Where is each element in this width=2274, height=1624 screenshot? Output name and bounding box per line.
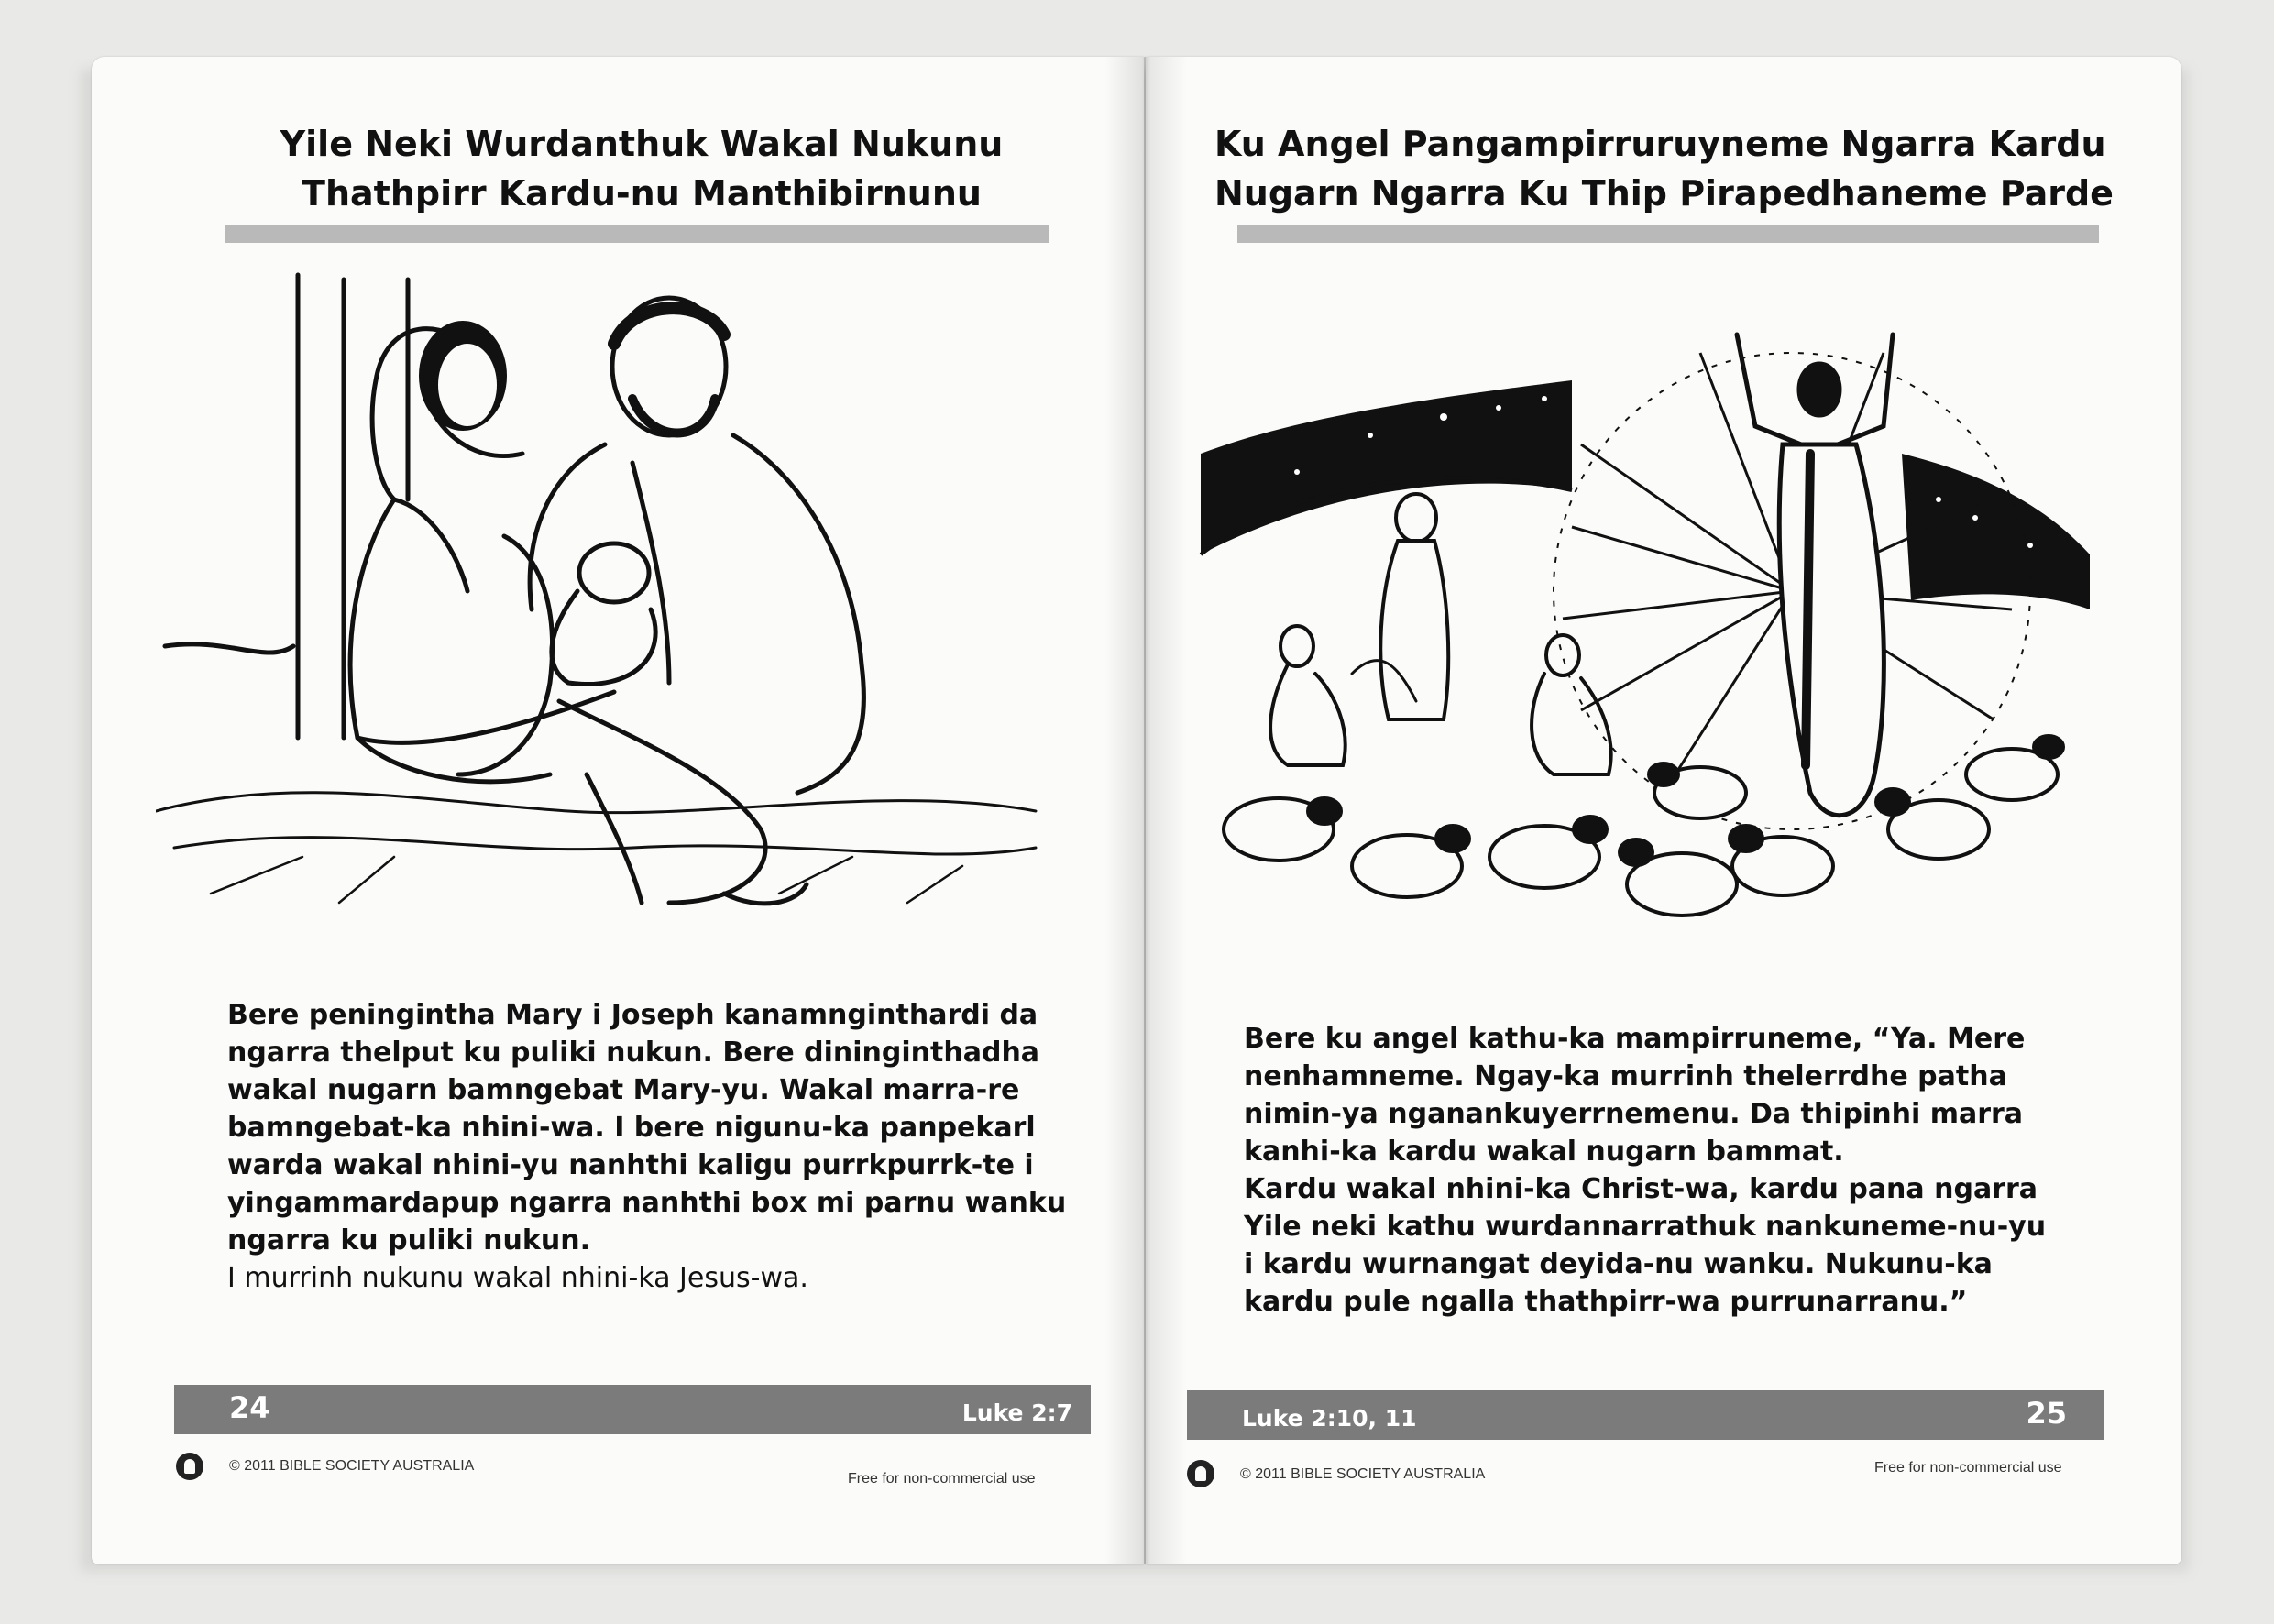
left-scripture-reference: Luke 2:7	[961, 1399, 1072, 1426]
left-copyright: © 2011 BIBLE SOCIETY AUSTRALIA	[229, 1458, 475, 1474]
bible-society-logo-icon-right	[1187, 1460, 1214, 1487]
right-body-text	[1244, 1020, 2046, 1321]
right-title-rule	[1237, 225, 2099, 243]
left-body-line-2: ngarra thelput ku puliki nukun. Bere dininginthadha	[227, 1037, 1040, 1069]
left-title-rule	[225, 225, 1049, 243]
left-page-title	[238, 119, 1045, 218]
right-page-title	[1214, 119, 2114, 218]
right-title-line-2: Nugarn Ngarra Ku Thip Pirapedhaneme Parde	[1214, 173, 2114, 214]
right-page-number: 25	[2026, 1396, 2067, 1431]
angel-shepherds-illustration	[1187, 316, 2104, 958]
right-body-line-6: Yile neki kathu wurdannarrathuk nankuneme-nu-yu	[1244, 1211, 2047, 1243]
left-title-line-1: Yile Neki Wurdanthuk Wakal Nukunu	[280, 124, 1004, 164]
right-title-line-1: Ku Angel Pangampirruruyneme Ngarra Kardu	[1214, 124, 2106, 164]
right-body-line-2: nenhamneme. Ngay-ka murrinh thelerrdhe patha	[1244, 1060, 2007, 1092]
right-body-line-8: kardu pule ngalla thathpirr-wa purrunarranu.”	[1244, 1286, 1968, 1318]
book-gutter	[1104, 57, 1187, 1564]
right-copyright: © 2011 BIBLE SOCIETY AUSTRALIA	[1240, 1466, 1486, 1482]
left-body-line-5: warda wakal nhini-yu nanhthi kaligu purrkpurrk-te i	[227, 1149, 1034, 1181]
left-page-number: 24	[229, 1390, 270, 1425]
nativity-illustration	[156, 261, 1045, 935]
left-body-line-4: bamngebat-ka nhini-wa. I bere nigunu-ka panpekarl	[227, 1112, 1036, 1144]
left-body-line-7: ngarra ku puliki nukun.	[227, 1224, 590, 1256]
left-body-line-3: wakal nugarn bamngebat Mary-yu. Wakal marra-re	[227, 1074, 1020, 1106]
right-license-note: Free for non-commercial use	[1874, 1460, 2062, 1476]
left-body-line-8: I murrinh nukunu wakal nhini-ka Jesus-wa.	[227, 1262, 808, 1294]
left-license-note: Free for non-commercial use	[848, 1471, 1036, 1487]
left-body-line-6: yingammardapup ngarra nanhthi box mi parnu wanku	[227, 1187, 1067, 1219]
right-body-line-3: nimin-ya nganankuyerrnemenu. Da thipinhi marra	[1244, 1098, 2024, 1130]
left-footer-band	[174, 1385, 1091, 1434]
right-body-line-7: i kardu wurnangat deyida-nu wanku. Nukunu-ka	[1244, 1248, 1993, 1280]
right-body-line-4: kanhi-ka kardu wakal nugarn bammat.	[1244, 1136, 1844, 1168]
left-title-line-2: Thathpirr Kardu-nu Manthibirnunu	[302, 173, 982, 214]
right-body-line-5: Kardu wakal nhini-ka Christ-wa, kardu pana ngarra	[1244, 1173, 2038, 1205]
right-footer-band	[1187, 1390, 2104, 1440]
right-body-line-1: Bere ku angel kathu-ka mampirruneme, “Ya. Mere	[1244, 1023, 2026, 1055]
bible-society-logo-icon	[176, 1453, 203, 1480]
left-body-text	[227, 996, 1066, 1297]
left-body-line-1: Bere peningintha Mary i Joseph kanamnginthardi da	[227, 999, 1038, 1031]
right-scripture-reference: Luke 2:10, 11	[1242, 1405, 1417, 1432]
